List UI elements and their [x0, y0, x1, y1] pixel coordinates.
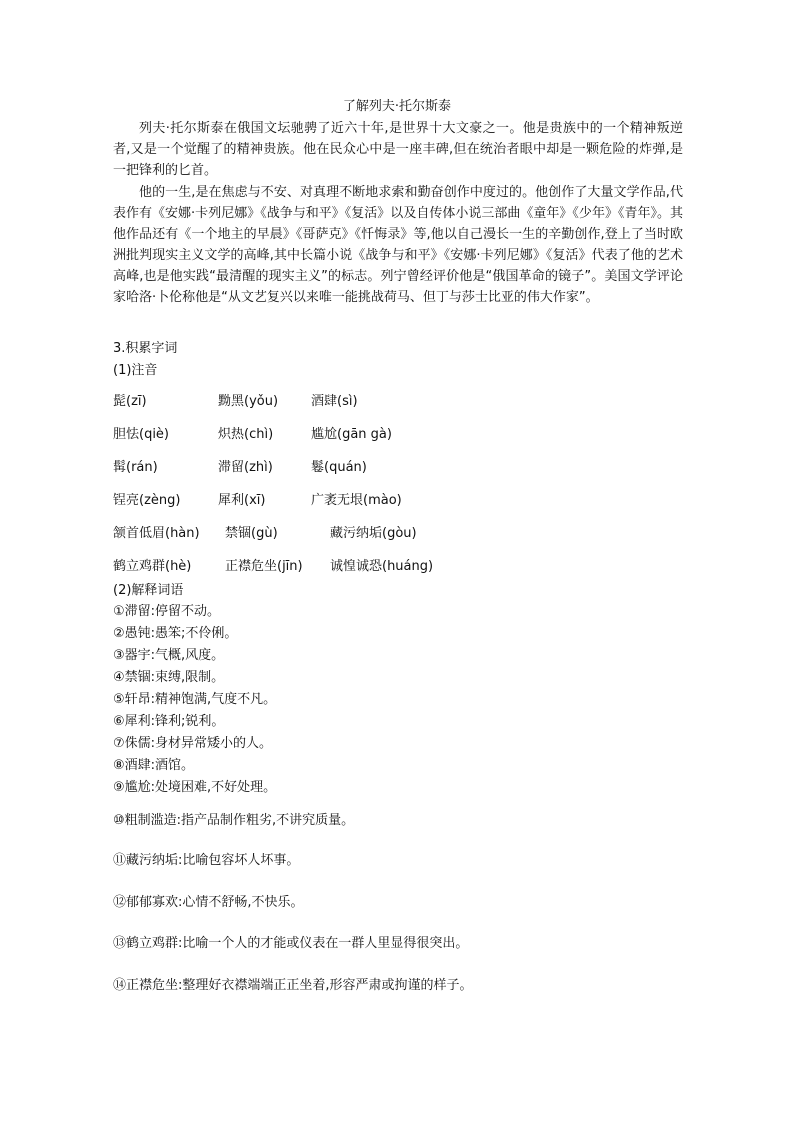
pron-item: 禁锢(gù) — [225, 526, 278, 541]
definition-item: ②愚钝:愚笨;不伶俐。 — [113, 626, 238, 641]
definition-item: ④禁锢:束缚,限制。 — [113, 670, 225, 685]
pron-item: 炽热(chì) — [218, 427, 274, 442]
subsection-pronunciation-heading: (1)注音 — [113, 363, 158, 378]
section-heading: 3.积累字词 — [113, 341, 178, 356]
pron-item: 胆怯(qiè) — [113, 427, 170, 442]
pron-item: 滞留(zhì) — [218, 460, 273, 475]
definition-item: ⑤轩昂:精神饱满,气度不凡。 — [113, 692, 277, 707]
pron-item: 鬈(quán) — [311, 460, 367, 475]
intro-paragraph-2: 他的一生,是在焦虑与不安、对真理不断地求索和勤奋创作中度过的。他创作了大量文学作品,代表作有《安娜·卡列尼娜》《战争与和平》《复活》以及自传体小说三部曲《童年》《少年》《青年》。其他作品还有《一个地主的早晨》《哥萨克》《忏悔录》等,他以自己漫长一生的辛勤创作,登上了当时欧洲批判现实主义文学的高峰,其中长篇小说《战争与和平》《安娜·卡列尼娜》《复活》代表了他的艺术高峰,也是他实践“最清醒的现实主义”的标志。列宁曾经评价他是“俄国革命的镜子”。美国文学评论家哈洛·卜伦称他是“从文艺复兴以来唯一能挑战荷马、但丁与莎士比亚的伟大作家”。 — [113, 185, 683, 305]
pron-item: 黝黑(yǒu) — [218, 394, 279, 409]
definition-item: ⑧酒肆:酒馆。 — [113, 758, 195, 773]
definition-item: ⑪藏污纳垢:比喻包容坏人坏事。 — [113, 853, 300, 868]
pron-item: 颔首低眉(hàn) — [113, 526, 200, 541]
definition-item: ①滞留:停留不动。 — [113, 604, 221, 619]
pron-item: 锃亮(zèng) — [113, 493, 181, 508]
definition-item: ⑥犀利:锋利;锐利。 — [113, 714, 225, 729]
definition-item: ⑫郁郁寡欢:心情不舒畅,不快乐。 — [113, 895, 304, 910]
definition-item: ⑬鹤立鸡群:比喻一个人的才能或仪表在一群人里显得很突出。 — [113, 936, 469, 951]
definition-item: ⑭正襟危坐:整理好衣襟端端正正坐着,形容严肃或拘谨的样子。 — [113, 978, 473, 993]
page-title: 了解列夫·托尔斯泰 — [342, 99, 452, 114]
pron-item: 鹤立鸡群(hè) — [113, 559, 192, 574]
intro-paragraph-1: 列夫·托尔斯泰在俄国文坛驰骋了近六十年,是世界十大文豪之一。他是贵族中的一个精神叛逆者,又是一个觉醒了的精神贵族。他在民众心中是一座丰碑,但在统治者眼中却是一颗危险的炸弹,是一把锋利的匕首。 — [113, 121, 683, 178]
pron-item: 正襟危坐(jīn) — [225, 559, 303, 574]
pron-item: 髭(zī) — [113, 394, 147, 409]
subsection-definitions-heading: (2)解释词语 — [113, 583, 184, 598]
definition-item: ⑦侏儒:身材异常矮小的人。 — [113, 736, 273, 751]
pron-item: 藏污纳垢(gòu) — [330, 526, 417, 541]
pron-item: 髯(rán) — [113, 460, 158, 475]
pron-item: 诚惶诚恐(huáng) — [330, 559, 434, 574]
pron-item: 尴尬(gān gà) — [311, 427, 392, 442]
definition-item: ⑨尴尬:处境困难,不好处理。 — [113, 780, 277, 795]
pron-item: 酒肆(sì) — [311, 394, 358, 409]
pron-item: 广袤无垠(mào) — [311, 493, 402, 508]
pron-item: 犀利(xī) — [218, 493, 266, 508]
definition-item: ③器宇:气概,风度。 — [113, 648, 225, 663]
definition-item: ⑩粗制滥造:指产品制作粗劣,不讲究质量。 — [113, 813, 355, 828]
